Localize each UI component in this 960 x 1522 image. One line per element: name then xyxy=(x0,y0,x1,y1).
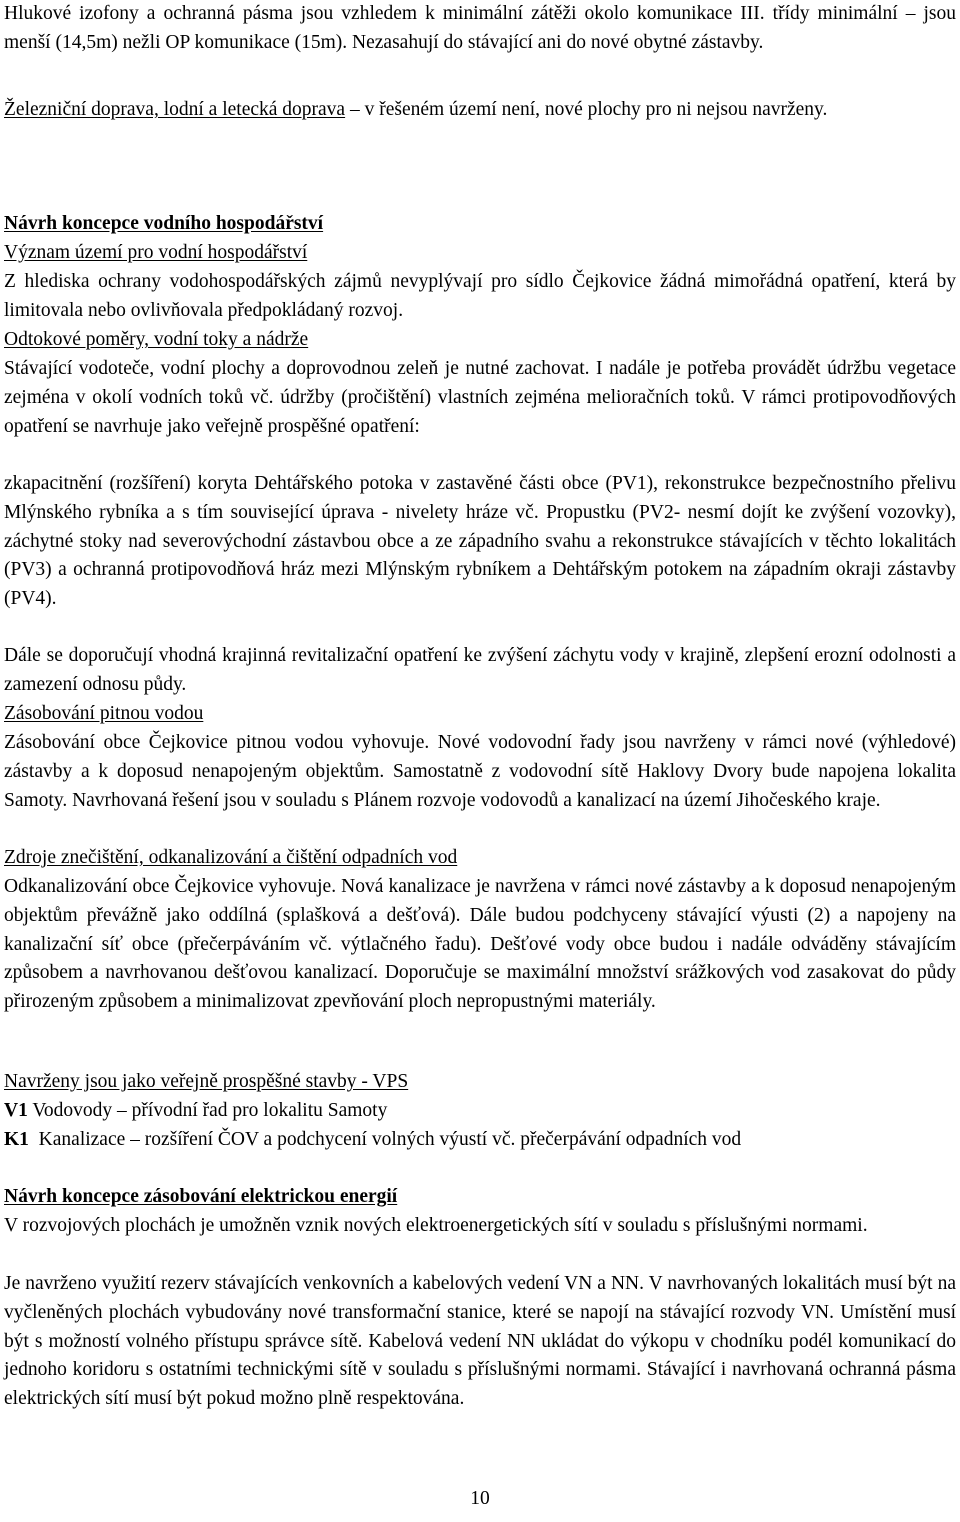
water-subheading-sewage: Zdroje znečištění, odkanalizování a čištění odpadních vod xyxy=(4,847,458,868)
vps-item-v1 xyxy=(4,1097,956,1126)
vps-code-v1: V1 xyxy=(4,1100,28,1121)
water-runoff-paragraph: Stávající vodoteče, vodní plochy a doprovodnou zeleň je nutné zachovat. I nadále je potřeba provádět údržbu vegetace zejména v okolí vodních toků vč. údržby (pročištění) vlastních zejména melioračních toků. V rámci protipovodňových opatření se navrhuje jako veřejně prospěšné opatření: xyxy=(4,358,956,437)
water-measures-paragraph: zkapacitnění (rozšíření) koryta Dehtářského potoka v zastavěné části obce (PV1), rekonstrukce bezpečnostního přelivu Mlýnského rybníka a s tím související úprava - nivelety hráze vč. Propustku (PV2- nesmí dojít ke zvýšení vozovky), záchytné stoky nad severovýchodní zástavbou obce a ze západního svahu a rekonstrukce stávajících v těchto lokalitách (PV3) a ochranná protipovodňová hráz mezi Mlýnským rybníkem a Dehtářským potokem na západním okraji zástavby (PV4). xyxy=(4,473,956,610)
water-subheading-runoff: Odtokové poměry, vodní toky a nádrže xyxy=(4,329,309,350)
water-revitalization-paragraph: Dále se doporučují vhodná krajinná revitalizační opatření ke zvýšení záchytu vody v krajině, zlepšení erozní odolnosti a zamezení odnosu půdy. xyxy=(4,645,956,695)
electric-paragraph-1: V rozvojových plochách je umožněn vznik nových elektroenergetických sítí v souladu s příslušnými normami. xyxy=(4,1215,868,1236)
water-section-title: Návrh koncepce vodního hospodářství xyxy=(4,213,324,234)
vps-item-k1 xyxy=(4,1126,956,1155)
water-supply-paragraph: Zásobování obce Čejkovice pitnou vodou vyhovuje. Nové vodovodní řady jsou navrženy v rámci nové (výhledové) zástavby a k doposud nenapojeným objektům. Samostatně z vodovodní sítě Haklovy Dvory bude napojena lokalita Samoty. Navrhovaná řešení jsou v souladu s Plánem rozvoje vodovodů a kanalizací na území Jihočeského kraje. xyxy=(4,732,956,811)
intro-transport-paragraph xyxy=(4,96,956,125)
vps-text-v1: Vodovody – přívodní řad pro lokalitu Samoty xyxy=(27,1100,388,1121)
electric-section-title: Návrh koncepce zásobování elektrickou energií xyxy=(4,1186,398,1207)
transport-text: – v řešeném území není, nové plochy pro ni nejsou navrženy. xyxy=(345,99,828,120)
transport-heading: Železniční doprava, lodní a letecká doprava xyxy=(4,99,346,120)
intro-noise-paragraph: Hlukové izofony a ochranná pásma jsou vzhledem k minimální zátěži okolo komunikace III. třídy minimální – jsou menší (14,5m) nežli OP komunikace (15m). Nezasahují do stávající ani do nové obytné zástavby. xyxy=(4,3,956,53)
water-subheading-importance: Význam území pro vodní hospodářství xyxy=(4,242,308,263)
water-subheading-supply: Zásobování pitnou vodou xyxy=(4,703,204,724)
page-number: 10 xyxy=(470,1488,490,1509)
water-subheading-vps: Navrženy jsou jako veřejně prospěšné stavby - VPS xyxy=(4,1071,409,1092)
water-sewage-paragraph: Odkanalizování obce Čejkovice vyhovuje. Nová kanalizace je navržena v rámci nové zástavby a k doposud nenapojeným objektům převážně jako oddílná (splašková a dešťová). Dále budou podchyceny stávající výusti (2) a napojeny na kanalizační síť obce (přečerpáváním vč. výtlačného řadu). Dešťové vody obce budou i nadále odváděny stávajícím způsobem a navrhovanou dešťovou kanalizací. Doporučuje se maximální množství srážkových vod zasakovat do půdy přirozeným způsobem a minimalizovat zpevňování ploch nepropustnými materiály. xyxy=(4,876,956,1013)
vps-code-k1: K1 xyxy=(4,1129,29,1150)
water-importance-paragraph: Z hlediska ochrany vodohospodářských zájmů nevyplývají pro sídlo Čejkovice žádná mimořádná opatření, která by limitovala nebo ovlivňovala předpokládaný rozvoj. xyxy=(4,271,956,321)
electric-paragraph-2: Je navrženo využití rezerv stávajících venkovních a kabelových vedení VN a NN. V navrhovaných lokalitách musí být na vyčleněných plochách vybudovány nové transformační stanice, které se napojí na stávající rozvody VN. Umístění musí být s možností volného přístupu správce sítě. Kabelová vedení NN ukládat do výkopu v chodníku podél komunikací do jednoho koridoru s ostatními technickými sítě v souladu s příslušnými normami. Stávající i navrhovaná ochranná pásma elektrických sítí musí být pokud možno plně respektována. xyxy=(4,1273,956,1410)
vps-text-k1: Kanalizace – rozšíření ČOV a podchycení volných výustí vč. přečerpávání odpadních vod xyxy=(28,1129,742,1150)
